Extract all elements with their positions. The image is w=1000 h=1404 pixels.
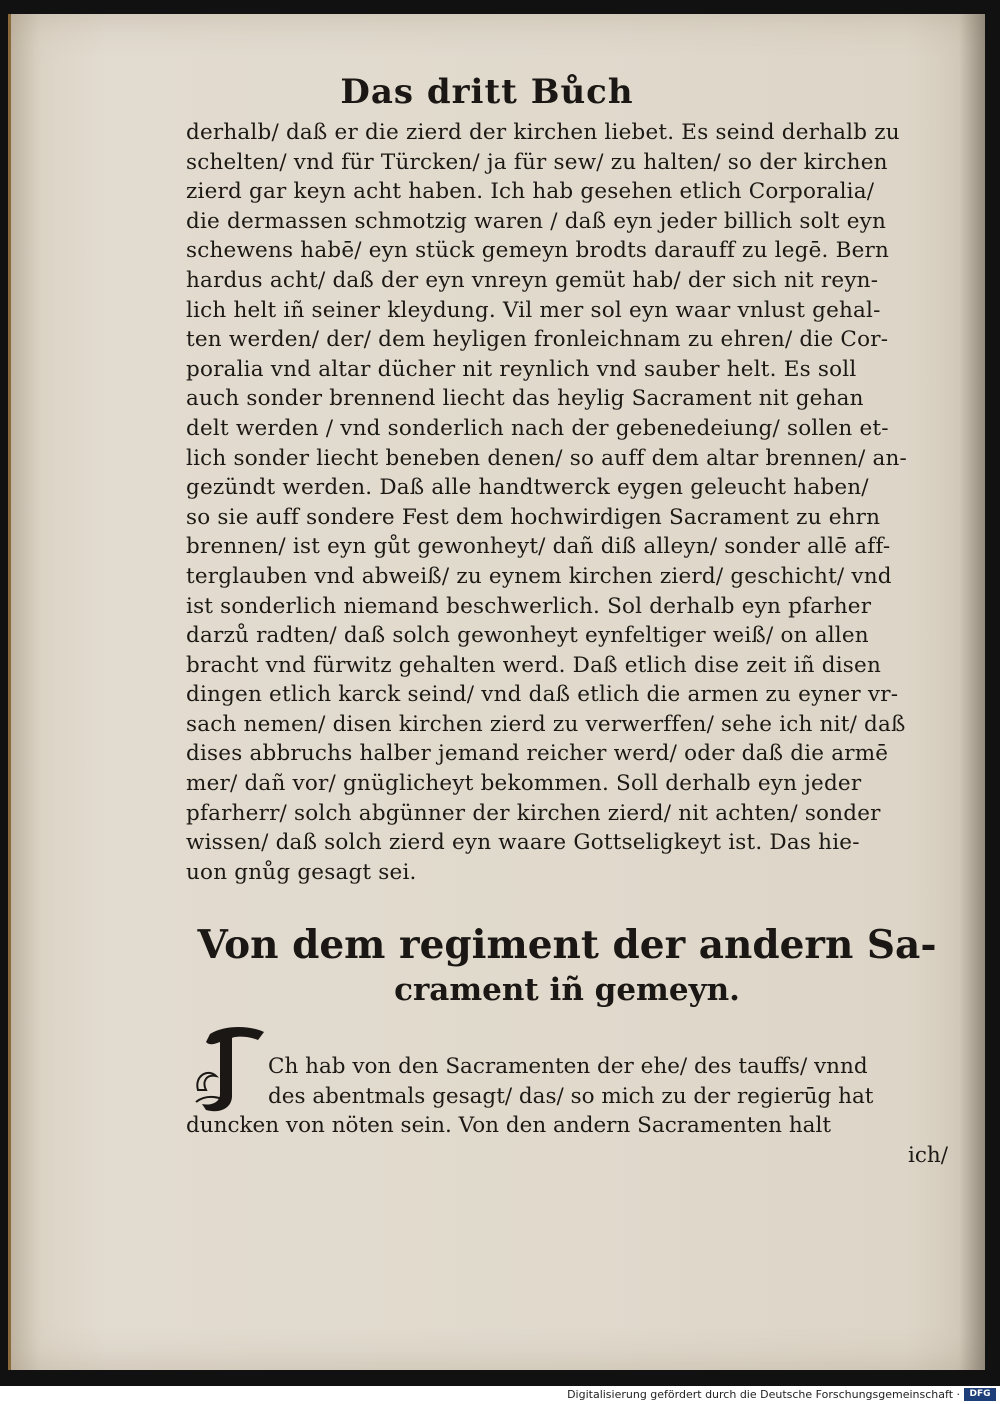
body-line: wissen/ daß solch zierd eyn waare Gottseligkeyt ist. Das hie-	[186, 830, 860, 856]
body-line: darzů radten/ daß solch gewonheyt eynfeltiger weiß/ on allen	[186, 623, 869, 649]
body-line: lich sonder liecht beneben denen/ so auff dem altar brennen/ an-	[186, 445, 907, 471]
section-heading-line-2: crament iñ gemeyn.	[394, 972, 740, 1008]
body-line: schelten/ vnd für Türcken/ ja für sew/ zu halten/ so der kirchen	[186, 149, 888, 175]
body-line: delt werden / vnd sonderlich nach der gebenedeiung/ sollen et-	[186, 415, 889, 441]
paragraph-2-line: Ch hab von den Sacramenten der ehe/ des tauffs/ vnnd	[268, 1054, 868, 1079]
body-line: dingen etlich karck seind/ vnd daß etlich die armen zu eyner vr-	[186, 682, 899, 708]
paragraph-2-line: duncken von nöten sein. Von den andern Sacramenten halt	[186, 1113, 832, 1139]
section-heading	[186, 920, 948, 1010]
footer-credit: Digitalisierung gefördert durch die Deutsche Forschungsgemeinschaft ·	[567, 1388, 960, 1401]
page-gutter-shadow	[959, 14, 985, 1370]
body-line: poralia vnd altar dücher nit reynlich vnd sauber helt. Es soll	[186, 356, 857, 382]
body-line: brennen/ ist eyn gůt gewonheyt/ dañ diß alleyn/ sonder allē aff-	[186, 534, 891, 560]
body-line: zierd gar keyn acht haben. Ich hab gesehen etlich Corporalia/	[186, 179, 875, 205]
body-line: terglauben vnd abweiß/ zu eynem kirchen zierd/ geschicht/ vnd	[186, 563, 892, 589]
body-line: so sie auff sondere Fest dem hochwirdigen Sacrament zu ehrn	[186, 504, 881, 530]
body-line: derhalb/ daß er die zierd der kirchen liebet. Es seind derhalb zu	[186, 120, 900, 145]
body-line: ist sonderlich niemand beschwerlich. Sol derhalb eyn pfarher	[186, 593, 872, 619]
running-head: Das dritt Bůch	[340, 72, 634, 112]
body-line: schewens habē/ eyn stück gemeyn brodts darauff zu legē. Bern	[186, 238, 890, 264]
paragraph-2-line: ich/	[907, 1142, 948, 1168]
paragraph-2	[186, 1052, 948, 1170]
section-heading-line-1: Von dem regiment der andern Sa-	[197, 922, 937, 968]
body-line: mer/ dañ vor/ gnüglicheyt bekommen. Soll derhalb eyn jeder	[186, 771, 862, 797]
body-line: hardus acht/ daß der eyn vnreyn gemüt hab/ der sich nit reyn-	[186, 267, 879, 293]
body-line: lich helt iñ seiner kleydung. Vil mer sol eyn waar vnlust gehal-	[186, 297, 881, 323]
body-line: dises abbruchs halber jemand reicher werd/ oder daß die armē	[186, 741, 889, 767]
body-line: bracht vnd fürwitz gehalten werd. Daß etlich dise zeit iñ disen	[186, 652, 882, 678]
body-line: pfarherr/ solch abgünner der kirchen zierd/ nit achten/ sonder	[186, 800, 881, 826]
body-line: ten werden/ der/ dem heyligen fronleichnam zu ehren/ die Cor-	[186, 327, 889, 353]
body-line: auch sonder brennend liecht das heylig Sacrament nit gehan	[186, 386, 864, 412]
body-line: uon gnůg gesagt sei.	[186, 859, 417, 885]
body-text	[186, 118, 948, 887]
body-line: sach nemen/ disen kirchen zierd zu verwerffen/ sehe ich nit/ daß	[186, 711, 906, 737]
dfg-logo: DFG	[964, 1388, 996, 1401]
body-line: gezündt werden. Daß alle handtwerck eygen geleucht haben/	[186, 475, 869, 501]
paragraph-2-line: des abentmals gesagt/ das/ so mich zu der regierūg hat	[268, 1083, 874, 1109]
body-line: die dermassen schmotzig waren / daß eyn jeder billich solt eyn	[186, 208, 887, 234]
footer-bar	[0, 1386, 1000, 1404]
